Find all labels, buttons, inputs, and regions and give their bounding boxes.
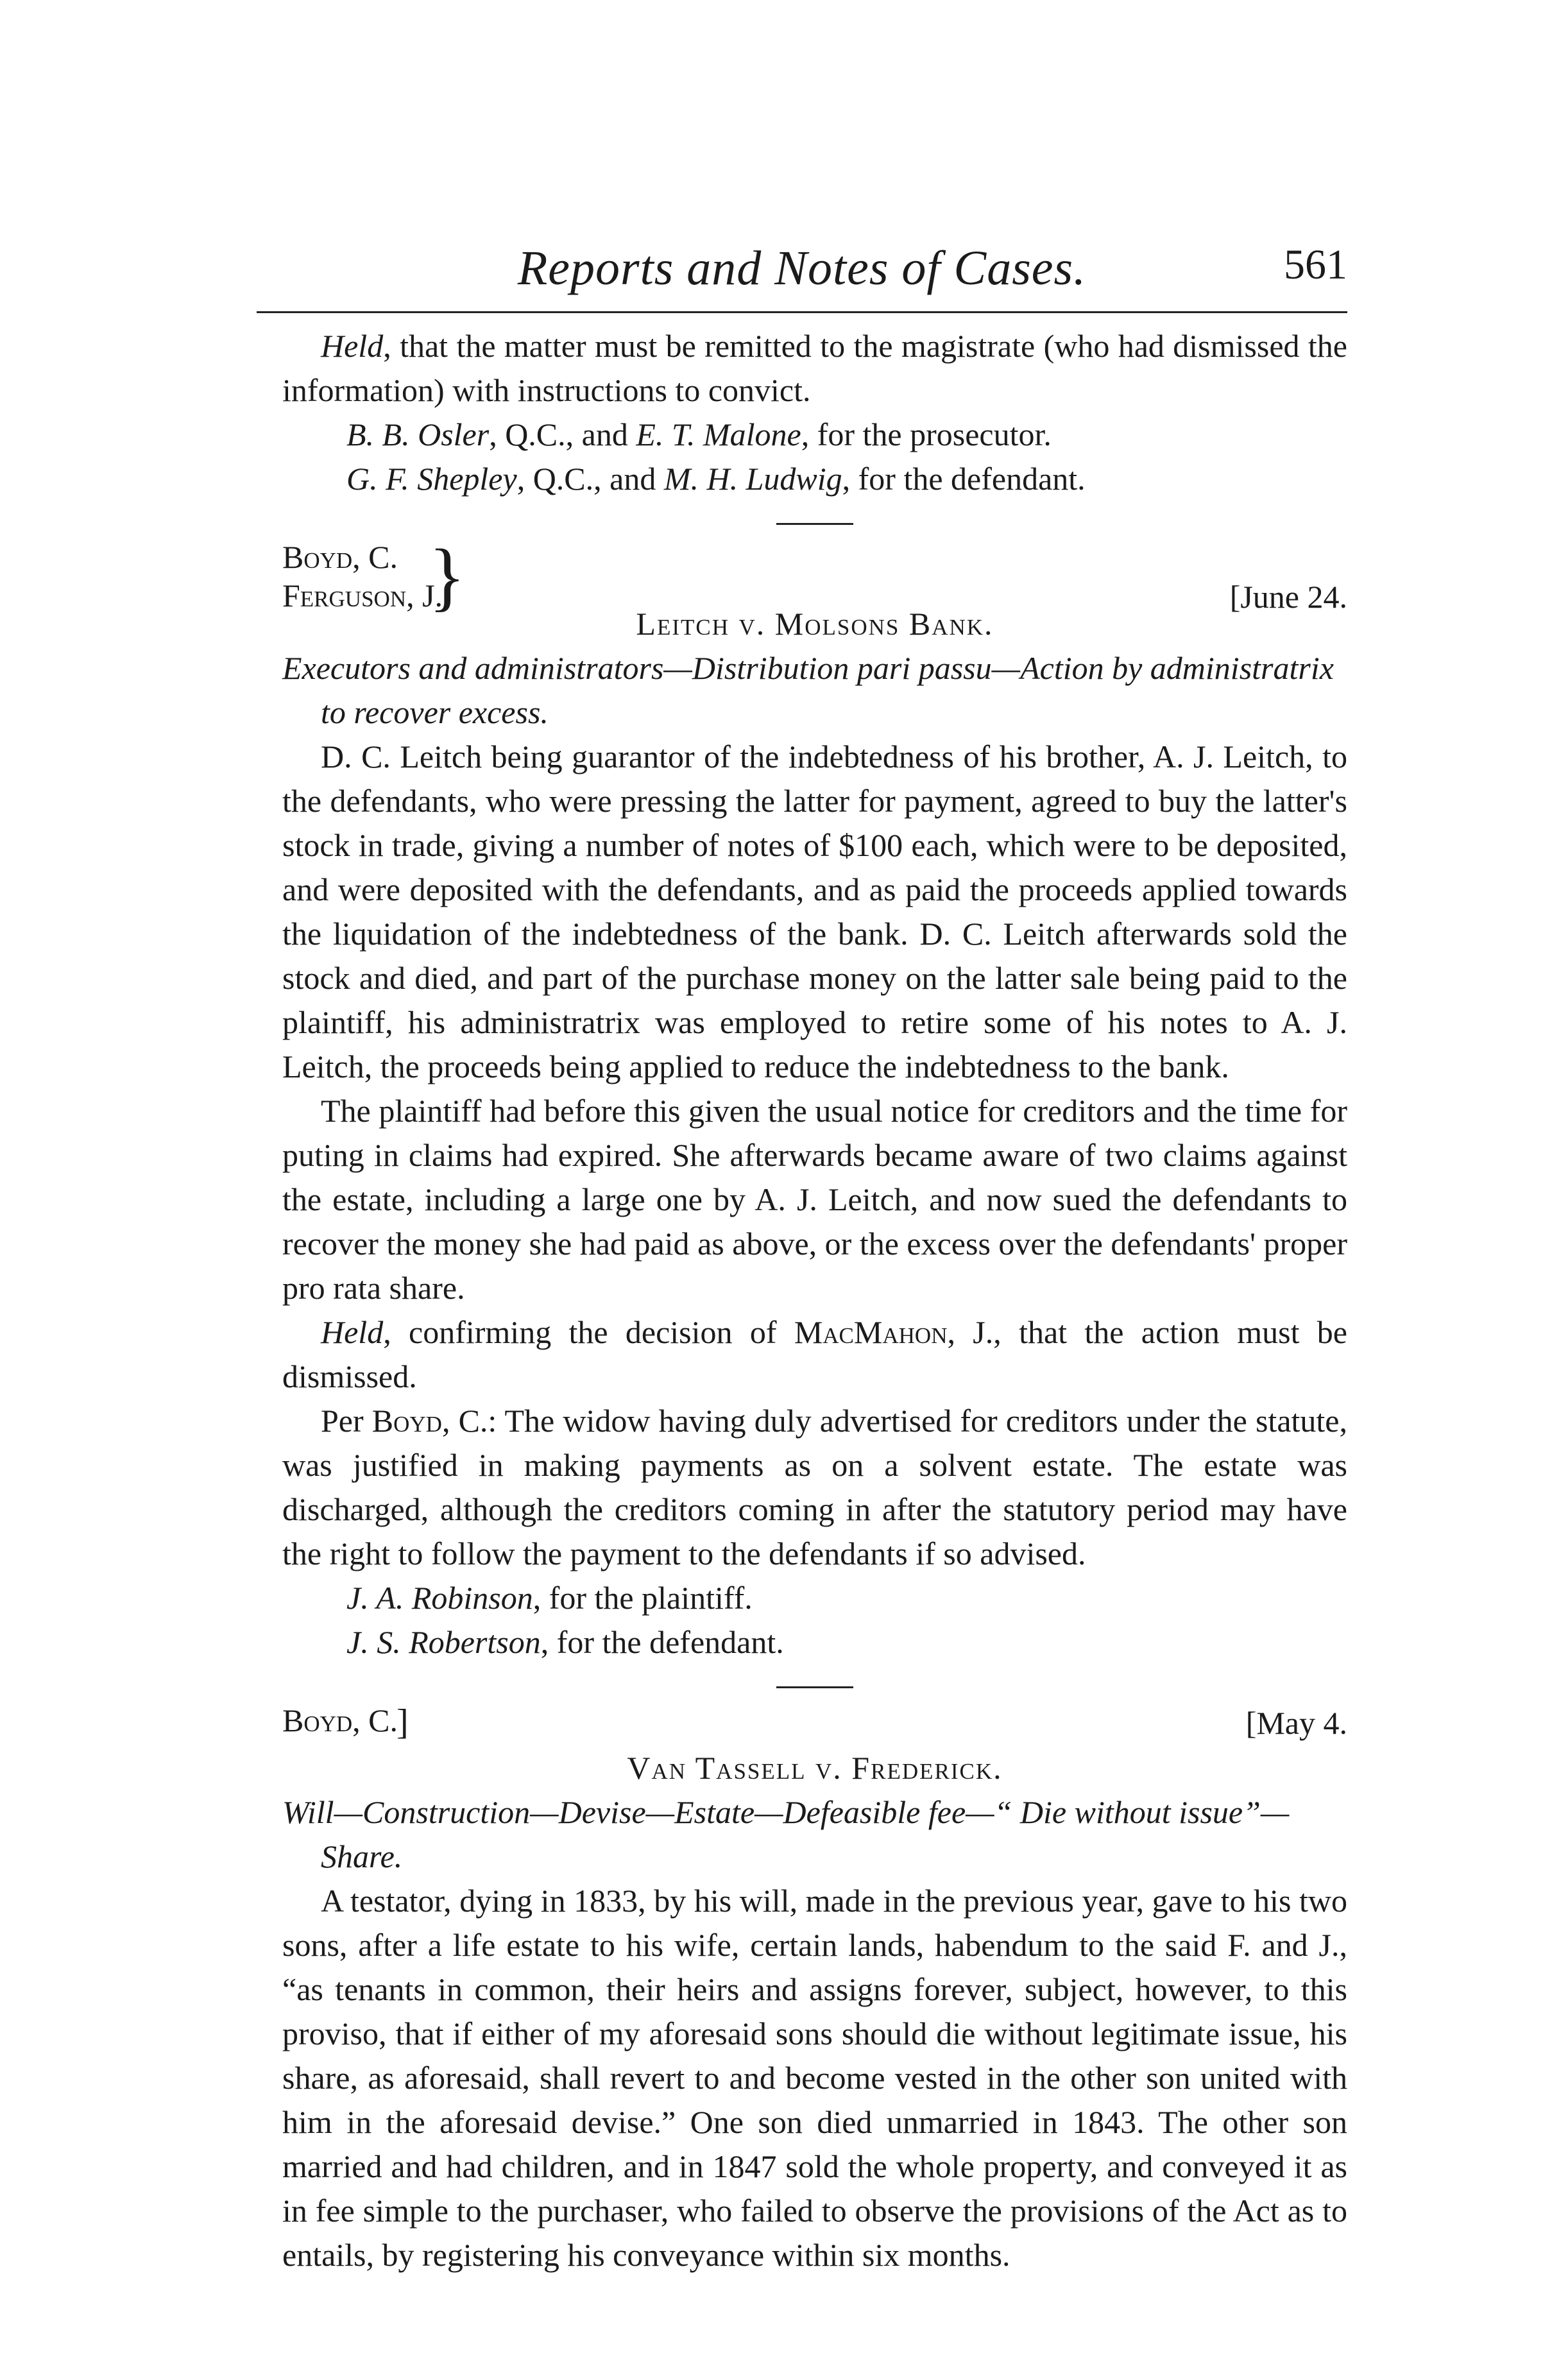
page-body	[282, 324, 1347, 2277]
running-title: Reports and Notes of Cases.	[517, 241, 1087, 295]
judge-name: Boyd, C.	[282, 1702, 398, 1738]
section-divider	[776, 523, 853, 525]
holding-paragraph: Held, that the matter must be remitted to the magistrate (who had dismissed the information) with instructions to convict.	[282, 328, 1347, 408]
counsel-line: J. S. Robertson, for the defendant.	[346, 1624, 784, 1660]
decision-date: [June 24.	[1229, 579, 1347, 615]
paragraph: D. C. Leitch being guarantor of the indebtedness of his brother, A. J. Leitch, to the defendants, who were pressing the latter for payment, agreed to buy the latter's stock in trade, giving a number of notes of $100 each, which were to be deposited, and were deposited with the defendants, and as paid the proceeds applied towards the liquidation of the indebtedness of the bank. D. C. Leitch afterwards sold the stock and died, and part of the purchase money on the latter sale being paid to the plaintiff, his administratrix was employed to retire some of his notes to A. J. Leitch, the proceeds being applied to reduce the indebtedness to the bank.	[282, 739, 1347, 1084]
headnote: Executors and administrators—Distribution pari passu—Action by administratrix to recover excess.	[282, 650, 1334, 730]
counsel-line: B. B. Osler, Q.C., and E. T. Malone, for the prosecutor.	[346, 416, 1052, 452]
case-title: Van Tassell v. Frederick.	[627, 1750, 1003, 1786]
headnote: Will—Construction—Devise—Estate—Defeasible fee—“ Die without issue”—Share.	[282, 1794, 1290, 1874]
brace-glyph: }	[429, 533, 466, 619]
opinion-paragraph: Per Boyd, C.: The widow having duly advertised for creditors under the statute, was justified in making payments as on a solvent estate. The estate was discharged, although the creditors coming in after the statutory period may have the right to follow the payment to the defendants if so advised.	[282, 1403, 1347, 1571]
bracket-glyph: ]	[396, 1702, 409, 1742]
counsel-line: J. A. Robinson, for the plaintiff.	[346, 1580, 753, 1616]
court-row	[282, 533, 1347, 628]
running-head	[257, 241, 1347, 313]
paragraph: The plaintiff had before this given the usual notice for creditors and the time for puting in claims had expired. She afterwards became aware of two claims against the estate, including a large one by A. J. Leitch, and now sued the defendants to recover the money she had paid as above, or the excess over the defendants' proper pro rata share.	[282, 1093, 1347, 1306]
judge-name: Ferguson, J.	[282, 578, 443, 613]
paragraph: A testator, dying in 1833, by his will, made in the previous year, gave to his two sons, after a life estate to his wife, certain lands, habendum to the said F. and J., “as tenants in common, their heirs and assigns forever, subject, however, to this proviso, that if either of my aforesaid sons should die without legitimate issue, his share, as aforesaid, shall revert to and become vested in the other son united with him in the aforesaid devise.” One son died unmarried in 1843. The other son married and had children, and in 1847 sold the whole property, and conveyed it as in fee simple to the purchaser, who failed to observe the provisions of the Act as to entails, by registering his conveyance within six months.	[282, 1883, 1347, 2273]
page-number: 561	[1284, 241, 1347, 288]
judge-name: Boyd, C.	[282, 539, 398, 575]
court-row	[282, 1701, 1347, 1746]
case-title: Leitch v. Molsons Bank.	[636, 606, 994, 642]
judges	[282, 538, 443, 615]
decision-date: [May 4.	[1245, 1705, 1347, 1741]
holding-paragraph: Held, confirming the decision of MacMahon, J., that the action must be dismissed.	[282, 1314, 1347, 1394]
counsel-line: G. F. Shepley, Q.C., and M. H. Ludwig, for the defendant.	[346, 461, 1086, 497]
section-divider	[776, 1686, 853, 1688]
